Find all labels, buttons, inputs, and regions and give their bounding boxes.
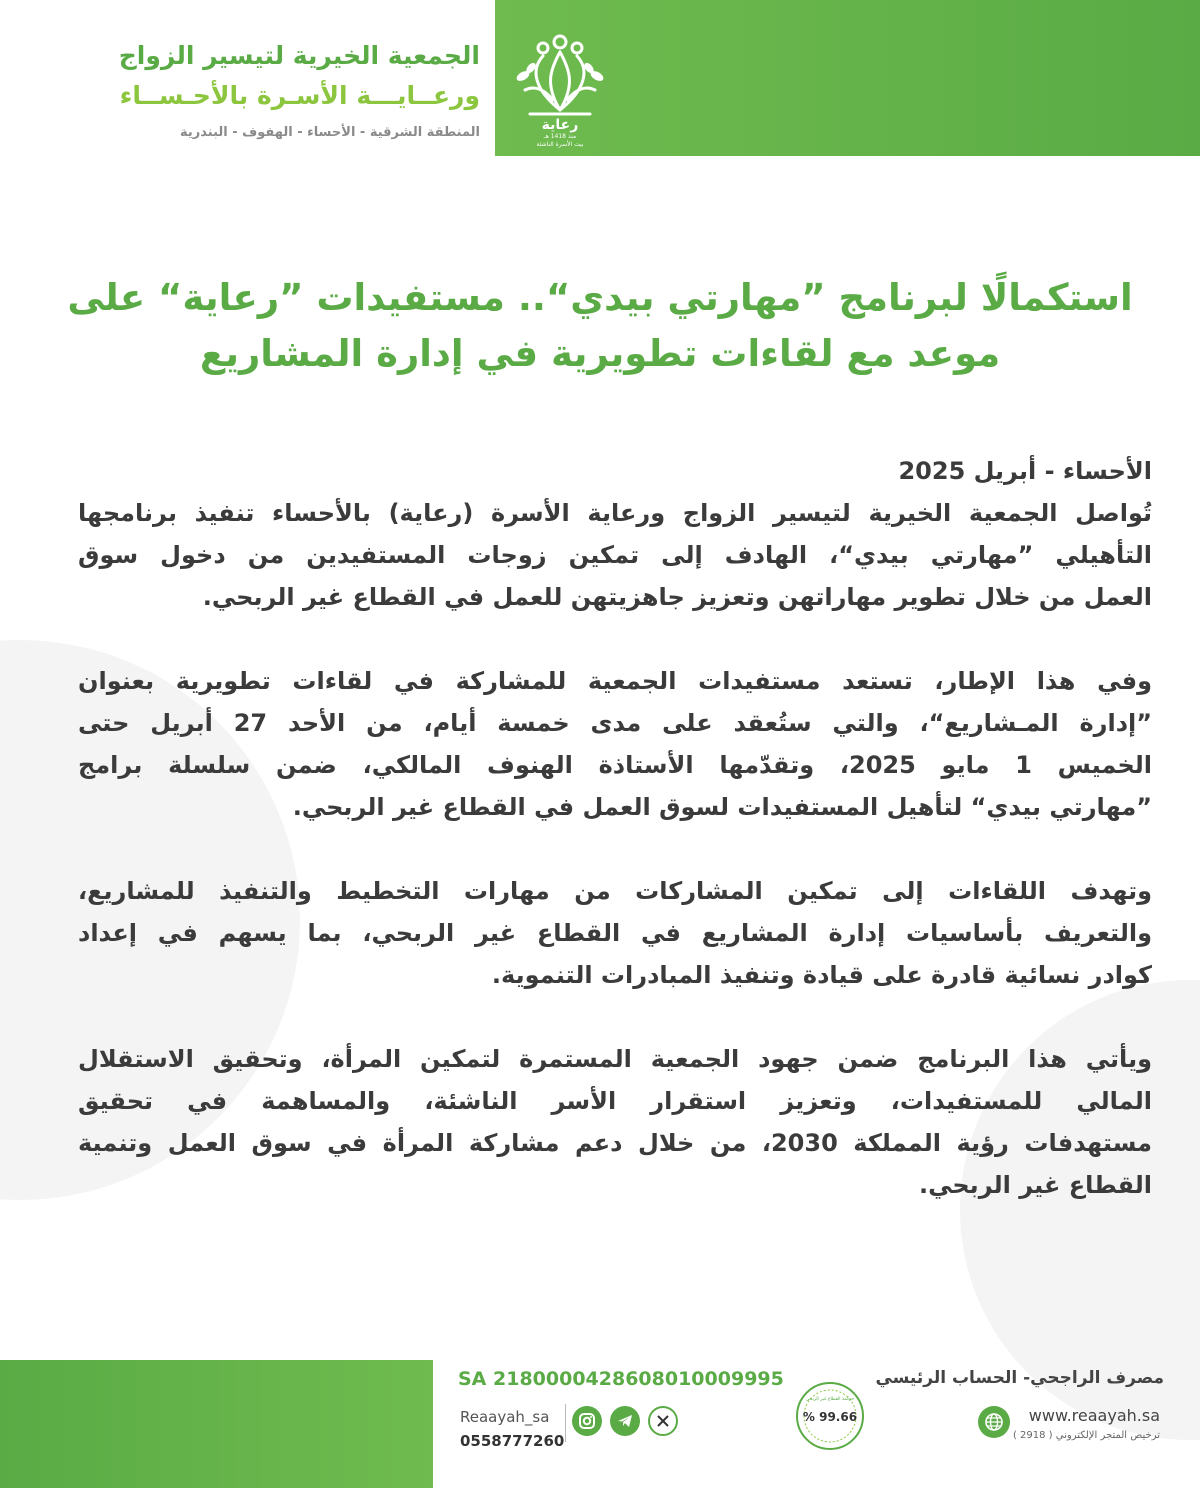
- governance-score-badge: [794, 1380, 866, 1452]
- paragraph-line: وتهدف اللقاءات إلى تمكين المشاركات من مهارات التخطيط والتنفيذ للمشاريع،: [78, 877, 1152, 905]
- website-link[interactable]: www.reaayah.sa: [1028, 1406, 1160, 1425]
- title-line-2: موعد مع لقاءات تطويرية في إدارة المشاريع: [199, 332, 1001, 375]
- paragraph-line: ”إدارة المـشاريع“، والتي ستُعقد على مدى خمسة أيام، من الأحد 27 أبريل حتى: [78, 709, 1153, 737]
- logo-tagline: بيت الأسرة الناشئة: [536, 141, 584, 148]
- logo-word: رعاية: [541, 117, 579, 133]
- logo-since: منذ 1418 هـ: [543, 133, 577, 140]
- org-name-line2: ورعــايـــة الأسـرة بالأحـســاء: [119, 81, 480, 110]
- paragraph-line: العمل من خلال تطوير مهاراتهن وتعزيز جاهزيتهن للعمل في القطاع غير الربحي.: [202, 583, 1152, 611]
- phone-number[interactable]: 0558777260: [460, 1432, 565, 1450]
- telegram-icon[interactable]: [610, 1406, 640, 1436]
- paragraph-3: [78, 870, 1152, 996]
- paragraph-line: تُواصل الجمعية الخيرية لتيسير الزواج ورعاية الأسرة (رعاية) بالأحساء تنفيذ برنامجها: [78, 499, 1152, 527]
- article-body: [78, 450, 1152, 1248]
- paragraph-line: الخميس 1 مايو 2025، وتقدّمها الأستاذة الهنوف المالكي، ضمن سلسلة برامج: [78, 751, 1153, 779]
- store-license: ترخيص المتجر الإلكتروني ( 2918 ): [1012, 1430, 1160, 1441]
- title-line-1: استكمالًا لبرنامج ”مهارتي بيدي“.. مستفيدات ”رعاية“ على: [67, 276, 1133, 319]
- org-locations: المنطقة الشرقية - الأحساء - الهفوف - البندرية: [180, 125, 480, 140]
- globe-icon: [978, 1406, 1010, 1438]
- dateline: الأحساء - أبريل 2025: [898, 457, 1152, 485]
- org-name-line1: الجمعية الخيرية لتيسير الزواج: [118, 41, 480, 70]
- paragraph-1: [78, 492, 1152, 618]
- instagram-icon[interactable]: [572, 1406, 602, 1436]
- x-icon[interactable]: [648, 1406, 678, 1436]
- press-release-title: [50, 270, 1150, 382]
- reaayah-logo: [505, 30, 615, 148]
- paragraph-line: المالي للمستفيدات، وتعزيز استقرار الأسر الناشئة، والمساهمة في تحقيق: [78, 1087, 1152, 1115]
- header: [0, 0, 1200, 160]
- divider: [565, 1404, 566, 1442]
- badge-value: 99.66 %: [802, 1410, 858, 1424]
- paragraph-line: مستهدفات رؤية المملكة 2030، من خلال دعم مشاركة المرأة في سوق العمل وتنمية: [78, 1129, 1152, 1157]
- paragraph-line: التأهيلي ”مهارتي بيدي“، الهادف إلى تمكين زوجات المستفيدين من دخول سوق: [78, 541, 1152, 569]
- paragraph-line: كوادر نسائية قادرة على قيادة وتنفيذ المبادرات التنموية.: [491, 961, 1152, 989]
- social-handle[interactable]: Reaayah_sa: [460, 1408, 550, 1426]
- bank-iban: SA 2180000428608010009995: [458, 1368, 784, 1390]
- paragraph-line: ”مهارتي بيدي“ لتأهيل المستفيدات لسوق العمل في القطاع غير الربحي.: [292, 793, 1152, 821]
- bank-name: مصرف الراجحي- الحساب الرئيسي: [875, 1368, 1164, 1388]
- social-links: [572, 1406, 678, 1436]
- paragraph-2: [78, 660, 1152, 828]
- paragraph-line: القطاع غير الربحي.: [918, 1171, 1152, 1199]
- paragraph-line: ويأتي هذا البرنامج ضمن جهود الجمعية المستمرة لتمكين المرأة، وتحقيق الاستقلال: [78, 1045, 1152, 1073]
- footer-green-band: [0, 1360, 433, 1488]
- paragraph-line: والتعريف بأساسيات إدارة المشاريع في القطاع غير الربحي، بما يسهم في إعداد: [78, 919, 1152, 947]
- organization-name: [60, 36, 480, 148]
- footer: [0, 1360, 1200, 1488]
- paragraph-line: وفي هذا الإطار، تستعد مستفيدات الجمعية للمشاركة في لقاءات تطويرية بعنوان: [78, 667, 1152, 695]
- paragraph-4: [78, 1038, 1152, 1206]
- badge-caption: حوكمة القطاع غير الربحي: [805, 1397, 855, 1402]
